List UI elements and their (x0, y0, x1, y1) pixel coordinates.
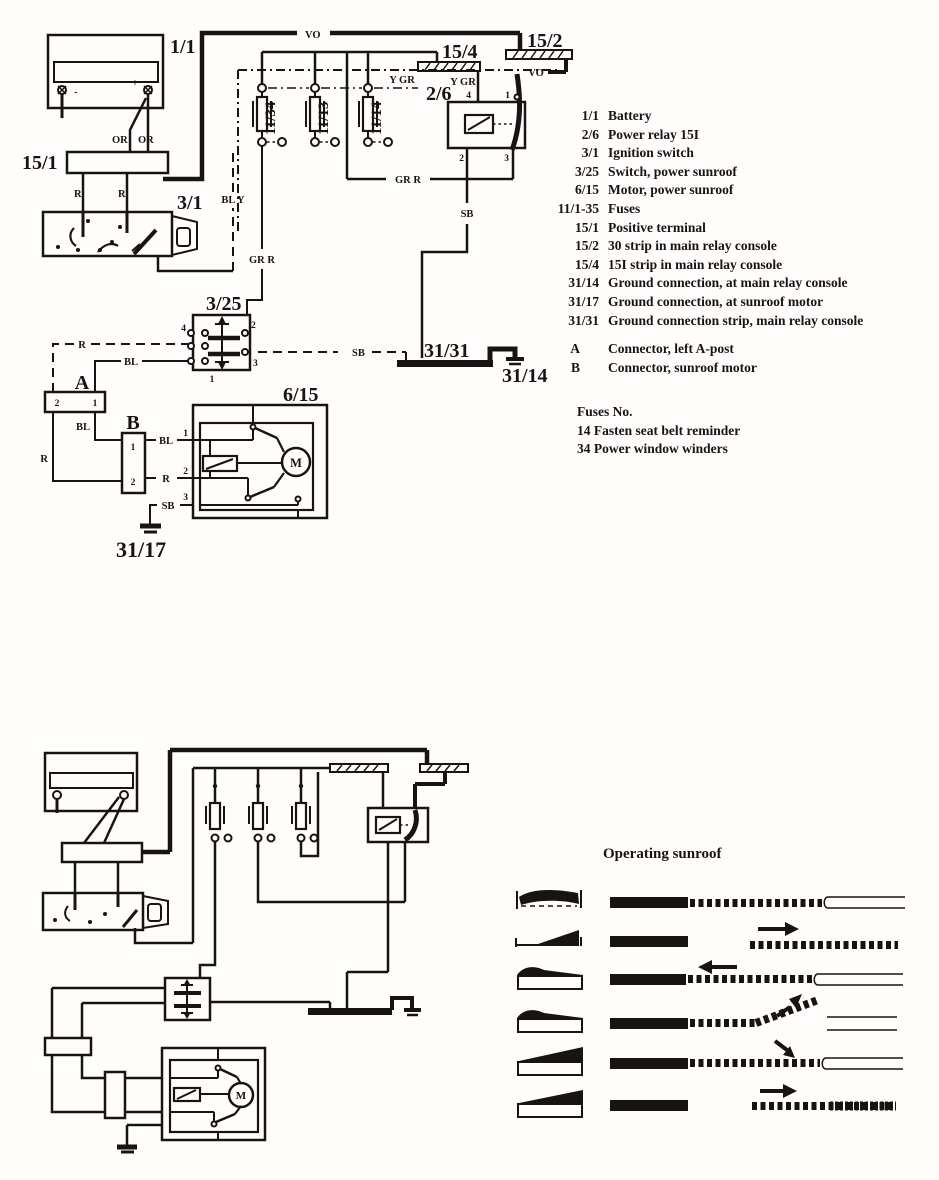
legend-row (582, 108, 652, 123)
sunroof-position-icon (518, 1090, 583, 1117)
legend-ref: 1/1 (581, 108, 599, 123)
sunroof-motor (116, 384, 327, 562)
relay-ref: 2/6 (426, 83, 452, 105)
legend-label: Battery (608, 108, 652, 123)
strip-15-2 (415, 764, 468, 808)
relay-blade (512, 74, 520, 150)
fuse-11-14 (359, 84, 392, 146)
cable-solid-bar (610, 1018, 688, 1029)
operating-sunroof-section (516, 846, 905, 1117)
ground-motor-ref: 31/17 (116, 537, 167, 562)
motor-terminal-1: 1 (183, 429, 188, 439)
arrow-right-icon (758, 922, 799, 936)
legend-label: Positive terminal (608, 220, 706, 235)
legend-row (575, 238, 777, 253)
cable-sleeve (824, 897, 905, 908)
ground-console-ref: 31/14 (502, 365, 548, 387)
legend-label: Fuses (608, 201, 641, 216)
operating-row (518, 1084, 896, 1117)
motor-ref: 6/15 (283, 384, 319, 406)
legend-row (582, 127, 699, 142)
cable-solid-bar (610, 1058, 688, 1069)
legend-ref: 3/25 (574, 164, 599, 179)
legend-row (568, 275, 847, 290)
sunroof-position-icon (517, 890, 581, 909)
wire-label-gr-r1: GR R (249, 255, 275, 266)
wire-label-bl-y: BL Y (221, 195, 245, 206)
legend-label: Ignition switch (608, 145, 694, 160)
wire-gr-r-horizontal (347, 148, 513, 186)
ground-strip (258, 340, 548, 387)
legend-ref: 31/17 (568, 294, 599, 309)
ground-strip-ref: 31/31 (424, 340, 470, 362)
operating-row (516, 922, 898, 947)
ground-icon (404, 1010, 421, 1015)
fuse-bus (193, 768, 330, 803)
fuse-11-13 (306, 84, 339, 146)
wire-label-gr-r2: GR R (395, 175, 421, 186)
legend-row (575, 220, 706, 235)
legend-ref: 2/6 (581, 127, 599, 142)
ground-icon (117, 1147, 137, 1152)
motor-letter: M (235, 1090, 247, 1102)
wire-gr-r-vertical (247, 146, 275, 315)
fuses-note-title: Fuses No. (577, 404, 633, 419)
wire-label-r1: R (74, 189, 82, 200)
legend-row (558, 201, 641, 216)
fuse2-ref: 11/13 (316, 101, 332, 135)
fuses-note-item: 14 Fasten seat belt reminder (577, 423, 741, 438)
arrow-down-right-icon (775, 1041, 795, 1058)
legend-ref: 15/2 (574, 238, 599, 253)
arrow-left-icon (698, 960, 737, 974)
fuses-note-item: 34 Power window winders (577, 441, 728, 456)
fuse-bus (262, 52, 437, 179)
switch-ground-wire (210, 1002, 330, 1008)
power-relay (347, 808, 428, 1008)
sunroof-motor (117, 1048, 265, 1152)
strip15-ref: 15/4 (442, 41, 478, 63)
legend-ref: 3/1 (581, 145, 599, 160)
positive-terminal-ref: 15/1 (22, 152, 58, 174)
operating-row (517, 994, 897, 1032)
wire-label-y-gr1: Y GR (389, 75, 415, 86)
legend-row (575, 182, 734, 197)
wire-label-bl1: BL (123, 357, 139, 368)
wire-label-y-gr2: Y GR (450, 77, 476, 88)
legend-label: Power relay 15I (608, 127, 699, 142)
fuse-icon (292, 803, 318, 842)
wire-label-r5: R (162, 474, 170, 485)
fuse1-ref: 11/34 (263, 101, 279, 135)
relay-terminal-4: 4 (466, 91, 471, 101)
operating-row (518, 1041, 903, 1075)
legend-connector-row (570, 341, 734, 356)
sunroof-position-icon (516, 930, 581, 947)
fuse-icon (206, 803, 232, 842)
connector-b-ref: B (126, 412, 140, 434)
connector-a (45, 1038, 105, 1112)
wire-label-vo2: VO (528, 68, 544, 79)
connector-b (105, 1072, 162, 1118)
switch-terminal-2: 2 (251, 321, 256, 331)
legend-ref: 31/14 (568, 275, 599, 290)
legend-label: Ground connection, at sunroof motor (608, 294, 824, 309)
relay-ground-wire (347, 842, 388, 1008)
relay-terminal-2: 2 (459, 154, 464, 164)
legend-row (568, 294, 823, 309)
legend-label: 30 strip in main relay console (608, 238, 777, 253)
motor-terminal-3: 3 (183, 493, 188, 503)
legend-row (575, 164, 737, 179)
connector-a-terminal-2: 2 (54, 399, 60, 409)
legend-label: Connector, left A-post (608, 341, 734, 356)
connector-b-terminal-2: 2 (130, 478, 136, 488)
sunroof-switch (52, 978, 210, 1038)
legend-row (575, 257, 782, 272)
sunroof-position-icon (517, 1010, 583, 1032)
wire-label-r3: R (78, 340, 86, 351)
battery (48, 35, 196, 152)
wire-label-sb2: SB (352, 348, 365, 359)
strip-15-4 (330, 764, 388, 808)
legend-label: Ground connection strip, main relay console (608, 313, 864, 328)
cable-sleeve (822, 1058, 903, 1069)
switch-terminal-1: 1 (209, 375, 215, 385)
relay-terminal-3: 3 (504, 154, 509, 164)
wire-bl-y (221, 150, 245, 271)
battery-plus-label: + (132, 78, 138, 89)
wire-label-sb1: SB (460, 209, 474, 220)
ignition-connector (172, 216, 197, 255)
cable-solid-bar (610, 897, 688, 908)
motor-terminal-2: 2 (183, 467, 188, 477)
legend-ref: 15/4 (574, 257, 599, 272)
fuses-note (577, 404, 740, 456)
cable-solid-bar (610, 936, 688, 947)
cable-sleeve (827, 1017, 897, 1030)
ground-icon (506, 359, 524, 364)
wire-label-r2: R (118, 189, 126, 200)
cable-solid-bar (610, 974, 686, 985)
operating-title: Operating sunroof (603, 846, 722, 862)
operating-row (517, 890, 905, 909)
wire-r-dashed (53, 344, 74, 392)
switch-terminal-3: 3 (253, 359, 258, 369)
arrow-right-icon (760, 1084, 797, 1098)
relay-terminal-1: 1 (505, 91, 510, 101)
switch-ref: 3/25 (206, 293, 242, 315)
legend-row (568, 313, 863, 328)
legend-label: Motor, power sunroof (608, 182, 734, 197)
switch-terminal-4: 4 (181, 324, 186, 334)
sunroof-position-icon (517, 967, 583, 989)
wire-bl-switch (95, 361, 121, 392)
battery-ref: 1/1 (170, 36, 196, 58)
connector-b (122, 412, 200, 493)
legend-ref: A (570, 341, 580, 356)
ground-icon (140, 526, 161, 532)
ground-strip (210, 998, 421, 1015)
legend-label: 15I strip in main relay console (608, 257, 783, 272)
top-wiring-diagram (22, 30, 572, 562)
wire-label-or2: OR (138, 135, 154, 146)
cable-sleeve (814, 974, 903, 985)
bottom-wiring-diagram (43, 750, 468, 1152)
ignition-switch (43, 192, 233, 271)
legend-ref: 15/1 (574, 220, 599, 235)
operating-row (517, 960, 903, 989)
wire-label-bl2: BL (75, 422, 90, 433)
sunroof-position-icon (518, 1047, 583, 1075)
fuse3-ref: 11/14 (369, 101, 385, 135)
ignition-ref: 3/1 (177, 192, 203, 214)
fuse-11-34 (253, 84, 286, 146)
fuse-icon (249, 803, 275, 842)
wire-label-sb3: SB (161, 501, 175, 512)
legend-label: Connector, sunroof motor (608, 360, 757, 375)
legend-label: Ground connection, at main relay console (608, 275, 848, 290)
wire-label-r4: R (40, 454, 48, 465)
legend-ref: B (570, 360, 580, 375)
fuse-console-boundary (238, 70, 560, 232)
legend-ref: 6/15 (574, 182, 599, 197)
legend-row (582, 145, 695, 160)
legend-ref: 31/31 (568, 313, 599, 328)
wire-label-bl3: BL (158, 436, 174, 447)
connector-a-ref: A (74, 372, 90, 394)
component-legend (558, 108, 864, 456)
wire-bl-a-to-b (95, 412, 122, 440)
ignition-output-wire (158, 256, 233, 271)
battery-minus-label: - (74, 87, 78, 98)
legend-label: Switch, power sunroof (608, 164, 737, 179)
motor-letter: M (290, 456, 302, 470)
wire-label-or1: OR (112, 135, 128, 146)
cable-solid-bar (610, 1100, 688, 1111)
battery (45, 753, 137, 843)
connector-a-terminal-1: 1 (92, 399, 98, 409)
strip-15-2 (506, 30, 572, 79)
connector-b-terminal-1: 1 (130, 443, 136, 453)
strip30-ref: 15/2 (527, 30, 563, 52)
wire-label-vo1: VO (305, 30, 321, 41)
legend-ref: 11/1-35 (557, 201, 599, 216)
legend-connector-row (571, 360, 757, 375)
